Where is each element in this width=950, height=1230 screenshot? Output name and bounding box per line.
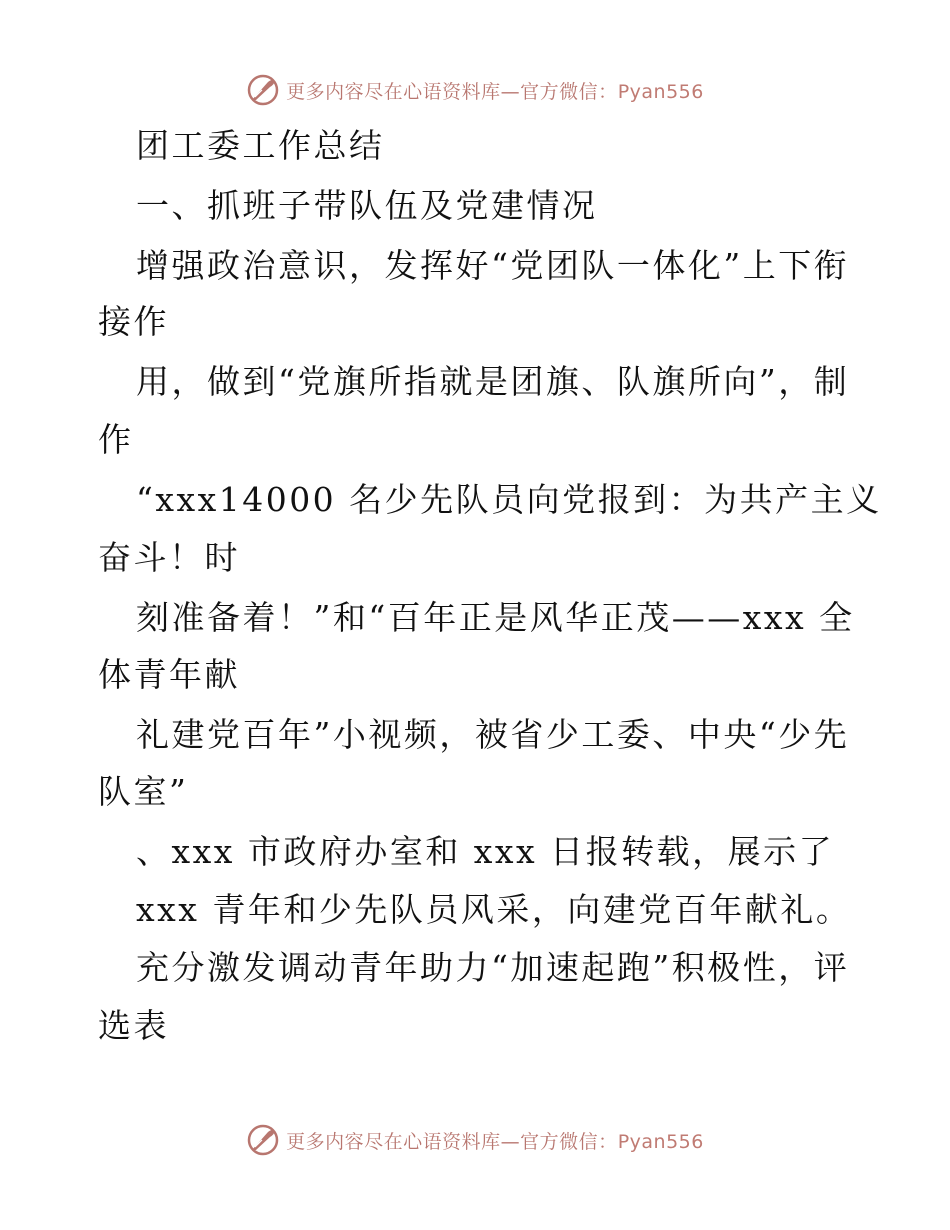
paragraph-line: “xxx14000 名少先队员向党报到：为共产主义 (136, 480, 882, 519)
paragraph-line: 增强政治意识，发挥好“党团队一体化”上下衔 (136, 246, 850, 285)
paragraph-line: 接作 (98, 302, 169, 341)
paragraph-line: 体青年献 (98, 655, 240, 694)
paragraph-line: 用，做到“党旗所指就是团旗、队旗所向”，制 (136, 362, 850, 401)
paragraph-line: 队室” (98, 772, 189, 811)
doc-title: 团工委工作总结 (136, 126, 385, 165)
paragraph-line: 充分激发调动青年助力“加速起跑”积极性，评 (136, 948, 850, 987)
paragraph-line: 礼建党百年”小视频，被省少工委、中央“少先 (136, 715, 850, 754)
quill-pen-logo-icon (246, 1123, 280, 1157)
paragraph-line: 奋斗！时 (98, 538, 240, 577)
watermark-text: 更多内容尽在心语资料库—官方微信：Pyan556 (286, 80, 704, 103)
paragraph-line: 刻准备着！”和“百年正是风华正茂——xxx 全 (136, 598, 855, 637)
paragraph-line: 、xxx 市政府办室和 xxx 日报转载，展示了 (136, 832, 835, 871)
footer-watermark (0, 1120, 950, 1160)
section-heading: 一、抓班子带队伍及党建情况 (136, 186, 598, 225)
watermark-text: 更多内容尽在心语资料库—官方微信：Pyan556 (286, 1130, 704, 1153)
paragraph-line: 作 (98, 420, 134, 459)
paragraph-line: 选表 (98, 1006, 169, 1045)
paragraph-line: xxx 青年和少先队员风采，向建党百年献礼。 (136, 890, 852, 929)
